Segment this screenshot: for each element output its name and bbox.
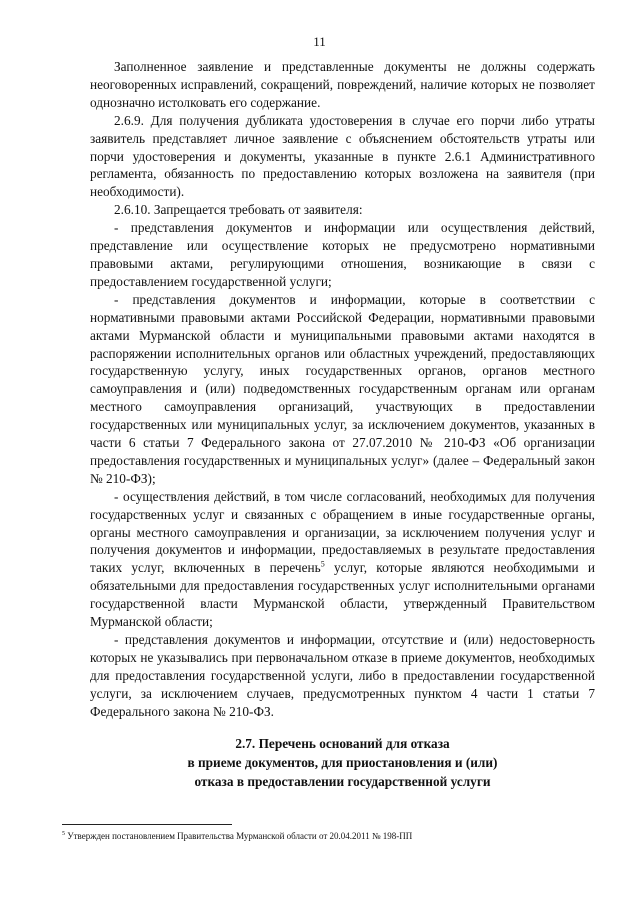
heading-line-3: отказа в предоставлении государственной услуги — [194, 774, 491, 789]
document-body — [90, 58, 595, 721]
heading-line-2: в приеме документов, для приостановления и (или) — [187, 755, 498, 770]
footnote-mark: 5 — [62, 831, 65, 837]
heading-line-1: 2.7. Перечень оснований для отказа — [235, 736, 450, 751]
footnote-reference: 5 — [320, 559, 325, 569]
footnote-divider — [62, 824, 232, 825]
footnote — [62, 830, 582, 842]
page-number: 11 — [313, 34, 326, 49]
paragraph-text-after-mark: услуг, которые являются необходимыми и обязательными для предоставления государственных услуг исполнительными органами государственной власти Мурманской области, утвержденный Правительством Мурманской области; — [90, 560, 596, 630]
list-item-documents-held-by-agencies: - представления документов и информации, которые в соответствии с нормативными правовыми актами Российской Федерации, нормативными правовыми актами Мурманской области и муниципальными правовыми актами находятся в распоряжении исполнительных органов или областных учреждений, предоставляющих государственную услугу, иных государственных органов, органов местного самоуправления и (или) подведомственных государственным органам или органам местного самоуправления организаций, участвующих в предоставлении государственных или муниципальных услуг, за исключением документов, указанных в части 6 статьи 7 Федерального закона от 27.07.2010 № 210-ФЗ «Об организации предоставления государственных и муниципальных услуг» (далее – Федеральный закон № 210-ФЗ); — [90, 291, 595, 486]
footnote-text: Утвержден постановлением Правительства Мурманской области от 20.04.2011 № 198-ПП — [65, 831, 413, 841]
paragraph-2-6-9: 2.6.9. Для получения дубликата удостоверения в случае его порчи либо утраты заявитель представляет личное заявление с объяснением обстоятельств утраты или порчи удостоверения и документы, указанные в пункте 2.6.1 Административного регламента, обязанность по предоставлению которых возложена на заявителя (при необходимости). — [90, 112, 595, 200]
paragraph-2-6-10: 2.6.10. Запрещается требовать от заявителя: — [114, 202, 363, 218]
list-item-documents-not-required: - представления документов и информации или осуществления действий, представление или осуществление которых не предусмотрено нормативными правовыми актами, регулирующими отношения, возникающие в связи с предоставлением государственной услуги; — [90, 220, 595, 289]
section-heading — [90, 734, 595, 791]
list-item-actions-approvals — [90, 488, 595, 631]
paragraph-text-before-mark: - осуществления действий, в том числе согласований, необходимых для получения государственных услуг и связанных с обращением в иные государственные органы, органы местного самоуправления и организации, за исключением получения услуг и получения документов и информации, предоставляемых в результате предоставления таких услуг, включенных в перечень — [90, 488, 595, 576]
paragraph-filled-application: Заполненное заявление и представленные документы не должны содержать неоговоренных исправлений, сокращений, повреждений, наличие которых не позволяет однозначно истолковать его содержание. — [90, 59, 595, 110]
list-item-documents-not-indicated: - представления документов и информации, отсутствие и (или) недостоверность которых не указывались при первоначальном отказе в приеме документов, необходимых для предоставления государственной услуги, либо в предоставлении государственной услуги, за исключением случаев, предусмотренных пунктом 4 части 1 статьи 7 Федерального закона № 210-ФЗ. — [90, 632, 595, 719]
